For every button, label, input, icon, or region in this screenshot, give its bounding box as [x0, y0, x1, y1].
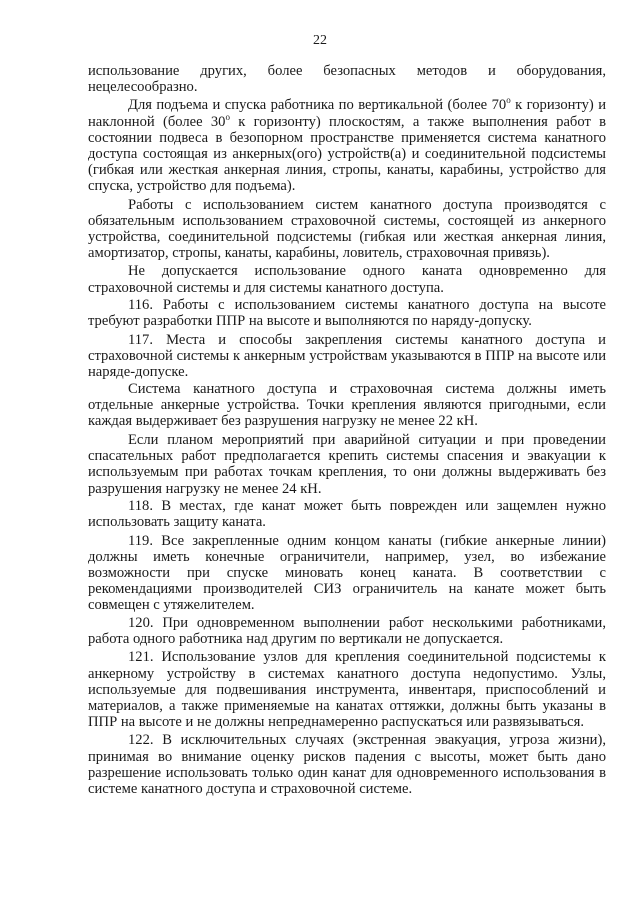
- paragraph-118: 118. В местах, где канат может быть поврежден или защемлен нужно использовать защиту каната.: [88, 497, 606, 530]
- paragraph-text: к горизонту) плоскостям, а также выполнения работ в состоянии подвеса в безопорном пространстве применяется система канатного доступа состоящая из анкерных(ого) устройств(а) и соединительной подсистемы (гибкая или жесткая анкерная линия, стропы, канаты, карабины, устройство для спуска, устройство для подъема).: [88, 113, 607, 195]
- paragraph-continuation: использование других, более безопасных методов и оборудования, нецелесообразно.: [88, 63, 606, 96]
- paragraph-text: к горизонту) и наклонной (более 30: [88, 97, 607, 130]
- paragraph-text: Для подъема и спуска работника по вертикальной (более 70: [128, 97, 507, 114]
- paragraph-119: 119. Все закрепленные одним концом канаты (гибкие анкерные линии) должны иметь конечные ограничители, например, узел, во избежание возможности при спуске миновать конец каната. В соответствии с рекомендациями производителей СИЗ ограничитель на канате может быть совмещен с утяжелителем.: [88, 532, 606, 614]
- paragraph-safety-system: Работы с использованием систем канатного доступа производятся с обязательным использованием страховочной системы, состоящей из анкерного устройства, соединительной подсистемы (гибкая или жесткая анкерная линия, амортизатор, стропы, канаты, карабины, ловитель, страховочная привязь).: [88, 196, 606, 262]
- paragraph-122: 122. В исключительных случаях (экстренная эвакуация, угроза жизни), принимая во внимание оценку рисков падения с высоты, может быть дано разрешение использовать только один канат для одновременного использования в системе канатного доступа и страховочной системе.: [88, 732, 606, 798]
- paragraph-single-rope-ban: Не допускается использование одного каната одновременно для страховочной системы и для системы канатного доступа.: [88, 263, 606, 296]
- paragraph-rope-access-definition: [88, 97, 606, 194]
- paragraph-121: 121. Использование узлов для крепления соединительной подсистемы к анкерному устройству в системах канатного доступа недопустимо. Узлы, используемые для подвешивания инструмента, инвентаря, приспособлений и материалов, а также применяемые на канатах оттяжки, должны быть указаны в ППР на высоте и не должны непреднамеренно распускаться или развязываться.: [88, 649, 606, 731]
- page-number: 22: [313, 33, 327, 48]
- paragraph-120: 120. При одновременном выполнении работ несколькими работниками, работа одного работника над другим по вертикали не допускается.: [88, 614, 606, 647]
- paragraph-anchor-points: Система канатного доступа и страховочная система должны иметь отдельные анкерные устройства. Точки крепления являются пригодными, если каждая выдерживает без разрушения нагрузку не менее 22 кН.: [88, 381, 606, 430]
- paragraph-116: 116. Работы с использованием системы канатного доступа на высоте требуют разработки ППР на высоте и выполняются по наряду-допуску.: [88, 296, 606, 329]
- degree-sign: о: [506, 95, 511, 106]
- degree-sign: о: [225, 111, 230, 122]
- paragraph-rescue-load: Если планом мероприятий при аварийной ситуации и при проведении спасательных работ предполагается крепить системы спасения и эвакуации к используемым при работах точкам крепления, то они должны выдерживать без разрушения нагрузку не менее 24 кН.: [88, 431, 606, 497]
- document-body: [88, 63, 606, 799]
- paragraph-117: 117. Места и способы закрепления системы канатного доступа и страховочной системы к анкерным устройствам указываются в ППР на высоте или наряде-допуске.: [88, 331, 606, 381]
